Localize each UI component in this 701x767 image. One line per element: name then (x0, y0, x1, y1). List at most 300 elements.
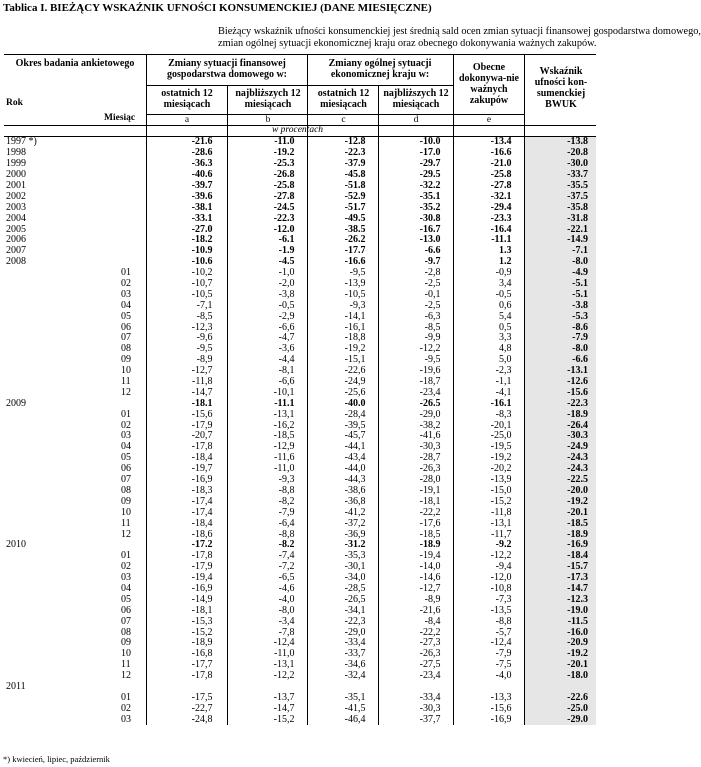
period-cell: 01 (121, 691, 131, 703)
value-cell-b: -13,7 (227, 692, 307, 703)
value-cell-a: -17,9 (146, 420, 227, 431)
value-cell-w: -22.1 (524, 224, 596, 235)
period-cell: 10 (121, 506, 131, 518)
value-cell-w: -29.0 (524, 714, 596, 725)
table-title: Tablica I. BIEŻĄCY WSKAŹNIK UFNOŚCI KONSUMENCKIEJ (DANE MIESIĘCZNE) (3, 2, 432, 14)
period-cell: 05 (121, 593, 131, 605)
period-cell: 09 (121, 637, 131, 649)
value-cell-a: -7,1 (146, 300, 227, 311)
value-cell-w: -8.0 (524, 257, 596, 268)
value-cell-w: -31.8 (524, 213, 596, 224)
period-cell: 02 (121, 419, 131, 431)
col-d-header: najbliższych 12 miesiącach (383, 88, 449, 110)
value-cell-c: -22.3 (307, 148, 378, 159)
value-cell-c: -38.5 (307, 224, 378, 235)
value-cell-w: -17.3 (524, 573, 596, 584)
value-cell-e: -15,6 (453, 703, 524, 714)
period-cell: 01 (121, 550, 131, 562)
value-cell-c: -33,4 (307, 638, 378, 649)
value-cell-c: -37.9 (307, 159, 378, 170)
value-cell-c: -15,1 (307, 355, 378, 366)
value-cell-d: -30.8 (378, 213, 453, 224)
col-a-header: ostatnich 12 miesiącach (161, 88, 213, 110)
value-cell-b: -18,5 (227, 431, 307, 442)
value-cell-e: -4,0 (453, 671, 524, 682)
period-cell: 07 (121, 474, 131, 486)
value-cell-e: -16,9 (453, 714, 524, 725)
col-letter-b: b (265, 115, 271, 125)
value-cell-a: -15,6 (146, 409, 227, 420)
value-cell-b: -8,1 (227, 366, 307, 377)
table-row (4, 289, 596, 300)
period-cell: 04 (121, 582, 131, 594)
value-cell-d: -27,3 (378, 638, 453, 649)
period-cell: 2006 (6, 234, 26, 246)
value-cell-c: -35,3 (307, 551, 378, 562)
value-cell-e: -5,7 (453, 627, 524, 638)
value-cell-e: -11,7 (453, 529, 524, 540)
value-cell-c: -51.7 (307, 202, 378, 213)
col-letter-d: d (413, 115, 419, 125)
table-row (4, 170, 596, 181)
table-row (4, 355, 596, 366)
value-cell-d: -23,4 (378, 387, 453, 398)
value-cell-d: -9.7 (378, 257, 453, 268)
value-cell-b: -12,2 (227, 671, 307, 682)
value-cell-w: -24.3 (524, 453, 596, 464)
value-cell-b: -7,2 (227, 562, 307, 573)
value-cell-b: -10,1 (227, 387, 307, 398)
value-cell-d: -35.1 (378, 191, 453, 202)
table-row (4, 366, 596, 377)
value-cell-a: -18,4 (146, 453, 227, 464)
period-cell: 12 (121, 528, 131, 540)
value-cell-b: -6.1 (227, 235, 307, 246)
value-cell-a: -22,7 (146, 703, 227, 714)
table-row (4, 616, 596, 627)
table-row (4, 279, 596, 290)
table-row (4, 660, 596, 671)
group-household-finance: Zmiany sytuacji finansowej gospodarstwa domowego w: (167, 58, 287, 80)
value-cell-d: -17.0 (378, 148, 453, 159)
value-cell-c: -43,4 (307, 453, 378, 464)
value-cell-c: -49.5 (307, 213, 378, 224)
value-cell-c: -36,8 (307, 496, 378, 507)
value-cell-a: -24,8 (146, 714, 227, 725)
period-cell: 06 (121, 604, 131, 616)
value-cell-c: -28,5 (307, 584, 378, 595)
value-cell-w: -26.4 (524, 420, 596, 431)
value-cell-d: -14,0 (378, 562, 453, 573)
period-cell: 12 (121, 386, 131, 398)
value-cell-d: -6.6 (378, 246, 453, 257)
value-cell-d: -9,5 (378, 355, 453, 366)
value-cell-d: -8,9 (378, 594, 453, 605)
period-cell: 03 (121, 572, 131, 584)
value-cell-c: -34,6 (307, 660, 378, 671)
value-cell-d: -18.9 (378, 540, 453, 551)
value-cell-e: -27.8 (453, 181, 524, 192)
value-cell-w: -13.1 (524, 366, 596, 377)
table-description (218, 26, 701, 50)
value-cell-a: -17,5 (146, 692, 227, 703)
value-cell-c: -17.7 (307, 246, 378, 257)
value-cell-a: -38.1 (146, 202, 227, 213)
table-row (4, 671, 596, 682)
value-cell-b: -6,6 (227, 377, 307, 388)
value-cell-c: -22,3 (307, 616, 378, 627)
period-cell: 2005 (6, 223, 26, 235)
value-cell-b: -15,2 (227, 714, 307, 725)
value-cell-a: -9,5 (146, 344, 227, 355)
value-cell-d: -30,3 (378, 442, 453, 453)
value-cell-w: -6.6 (524, 355, 596, 366)
value-cell-d: -26,3 (378, 464, 453, 475)
value-cell-a: -8,9 (146, 355, 227, 366)
value-cell-a: -18,1 (146, 605, 227, 616)
value-cell-w: -18.5 (524, 518, 596, 529)
value-cell-b: -11,0 (227, 464, 307, 475)
table-row (4, 573, 596, 584)
value-cell-c: -33,7 (307, 649, 378, 660)
year-label: Rok (6, 98, 23, 108)
value-cell-b: -9,3 (227, 475, 307, 486)
value-cell-e: -29.4 (453, 202, 524, 213)
value-cell-e: -20,2 (453, 464, 524, 475)
table-header (4, 54, 596, 136)
value-cell-w: -16.9 (524, 540, 596, 551)
value-cell-e: -12,0 (453, 573, 524, 584)
value-cell-a (146, 682, 227, 693)
value-cell-e: -4,1 (453, 387, 524, 398)
value-cell-e: -11,8 (453, 507, 524, 518)
table-row (4, 540, 596, 551)
period-cell: 2001 (6, 180, 26, 191)
table-row (4, 300, 596, 311)
value-cell-d: -17,6 (378, 518, 453, 529)
table-row (4, 486, 596, 497)
value-cell-w: -14.9 (524, 235, 596, 246)
value-cell-w: -35.8 (524, 202, 596, 213)
value-cell-a: -16,9 (146, 584, 227, 595)
value-cell-b: -1,0 (227, 268, 307, 279)
table-row (4, 562, 596, 573)
period-cell: 2010 (6, 539, 26, 551)
value-cell-e: -7,3 (453, 594, 524, 605)
value-cell-e: -13,9 (453, 475, 524, 486)
value-cell-w: -12.3 (524, 594, 596, 605)
value-cell-e: -12,4 (453, 638, 524, 649)
table-row (4, 344, 596, 355)
period-cell: 2004 (6, 212, 26, 224)
table-row (4, 224, 596, 235)
period-cell: 2008 (6, 256, 26, 268)
value-cell-w: -19.2 (524, 496, 596, 507)
period-cell: 1999 (6, 158, 26, 170)
period-cell: 02 (121, 702, 131, 714)
value-cell-e: -9.2 (453, 540, 524, 551)
value-cell-d: -37,7 (378, 714, 453, 725)
period-cell: 11 (121, 376, 131, 388)
value-cell-w: -20.8 (524, 148, 596, 159)
value-cell-b: -7,4 (227, 551, 307, 562)
value-cell-a: -11,8 (146, 377, 227, 388)
value-cell-e: -12,2 (453, 551, 524, 562)
value-cell-b: -6,5 (227, 573, 307, 584)
value-cell-d: -10.0 (378, 137, 453, 148)
value-cell-b: -4,7 (227, 333, 307, 344)
value-cell-a: -17.2 (146, 540, 227, 551)
value-cell-c: -44,1 (307, 442, 378, 453)
value-cell-c: -32,4 (307, 671, 378, 682)
value-cell-d: -38,2 (378, 420, 453, 431)
table-row (4, 453, 596, 464)
value-cell-w: -20.0 (524, 486, 596, 497)
value-cell-d: -30,3 (378, 703, 453, 714)
period-cell: 11 (121, 659, 131, 671)
value-cell-e: -8,3 (453, 409, 524, 420)
value-cell-d: -2,5 (378, 300, 453, 311)
value-cell-w: -3.8 (524, 300, 596, 311)
table-row (4, 692, 596, 703)
value-cell-b: -2,9 (227, 311, 307, 322)
table-row (4, 507, 596, 518)
value-cell-w: -8.6 (524, 322, 596, 333)
value-cell-b: -27.8 (227, 191, 307, 202)
value-cell-e: 4,8 (453, 344, 524, 355)
period-cell: 07 (121, 332, 131, 344)
value-cell-a: -17,8 (146, 551, 227, 562)
value-cell-d: -6,3 (378, 311, 453, 322)
value-cell-b: -26.8 (227, 170, 307, 181)
table-row (4, 191, 596, 202)
value-cell-a: -18,4 (146, 518, 227, 529)
value-cell-w: -8.0 (524, 344, 596, 355)
value-cell-w: -18.9 (524, 529, 596, 540)
value-cell-e: -16.4 (453, 224, 524, 235)
table-row (4, 181, 596, 192)
value-cell-b: -3,8 (227, 289, 307, 300)
value-cell-a: -16,9 (146, 475, 227, 486)
table-body (4, 137, 596, 726)
value-cell-a: -28.6 (146, 148, 227, 159)
period-cell: 03 (121, 288, 131, 300)
value-cell-c: -24,9 (307, 377, 378, 388)
value-cell-w: -5.1 (524, 289, 596, 300)
period-cell: 2007 (6, 245, 26, 257)
value-cell-b: -8,2 (227, 496, 307, 507)
period-cell: 05 (121, 452, 131, 464)
value-cell-e: -16.1 (453, 398, 524, 409)
group-economy: Zmiany ogólnej sytuacji ekonomicznej kraju w: (328, 58, 432, 80)
period-cell: 03 (121, 430, 131, 442)
value-cell-b: -11.1 (227, 398, 307, 409)
value-cell-b: -1.9 (227, 246, 307, 257)
value-cell-d: -13.0 (378, 235, 453, 246)
period-label: Okres badania ankietowego (15, 58, 135, 69)
value-cell-b: -12.0 (227, 224, 307, 235)
period-cell: 12 (121, 670, 131, 682)
value-cell-b: -12,9 (227, 442, 307, 453)
table-row (4, 398, 596, 409)
table-row (4, 703, 596, 714)
value-cell-e: -19,2 (453, 453, 524, 464)
value-cell-c: -22,6 (307, 366, 378, 377)
value-cell-w: -5.3 (524, 311, 596, 322)
value-cell-d: -0,1 (378, 289, 453, 300)
period-cell: 10 (121, 365, 131, 377)
value-cell-d: -22,2 (378, 507, 453, 518)
value-cell-w: -30.0 (524, 159, 596, 170)
period-cell: 2002 (6, 190, 26, 202)
value-cell-b: -25.3 (227, 159, 307, 170)
table-row (4, 333, 596, 344)
value-cell-c: -25,6 (307, 387, 378, 398)
value-cell-w: -4.9 (524, 268, 596, 279)
period-cell: 01 (121, 267, 131, 279)
table-row (4, 235, 596, 246)
value-cell-d: -19,6 (378, 366, 453, 377)
value-cell-b: -7,8 (227, 627, 307, 638)
confidence-table (4, 136, 596, 725)
value-cell-e: 3,4 (453, 279, 524, 290)
value-cell-e: -7,5 (453, 660, 524, 671)
value-cell-b: -6,6 (227, 322, 307, 333)
value-cell-b: -22.3 (227, 213, 307, 224)
table-row (4, 594, 596, 605)
value-cell-e: 5,4 (453, 311, 524, 322)
value-cell-b: -7,9 (227, 507, 307, 518)
value-cell-b: -6,4 (227, 518, 307, 529)
table-row (4, 627, 596, 638)
col-letter-e: e (486, 115, 492, 125)
value-cell-c: -45.8 (307, 170, 378, 181)
value-cell-e: -13,5 (453, 605, 524, 616)
value-cell-b: -4,6 (227, 584, 307, 595)
value-cell-a: -15,2 (146, 627, 227, 638)
value-cell-a: -10,2 (146, 268, 227, 279)
value-cell-w: -35.5 (524, 181, 596, 192)
value-cell-b: -4,4 (227, 355, 307, 366)
value-cell-d: -23,4 (378, 671, 453, 682)
value-cell-d: -8,4 (378, 616, 453, 627)
value-cell-a: -40.6 (146, 170, 227, 181)
value-cell-a: -18,9 (146, 638, 227, 649)
value-cell-c: -41,5 (307, 703, 378, 714)
period-cell: 10 (121, 648, 131, 660)
value-cell-d: -28,7 (378, 453, 453, 464)
value-cell-d: -32.2 (378, 181, 453, 192)
value-cell-e: -7,9 (453, 649, 524, 660)
value-cell-a: -19,7 (146, 464, 227, 475)
period-cell: 05 (121, 310, 131, 322)
value-cell-b: -19.2 (227, 148, 307, 159)
col-b-header: najbliższych 12 miesiącach (235, 88, 301, 110)
value-cell-e: -15,2 (453, 496, 524, 507)
value-cell-a: -18.1 (146, 398, 227, 409)
table-row (4, 202, 596, 213)
value-cell-d: -18,5 (378, 529, 453, 540)
value-cell-c (307, 682, 378, 693)
value-cell-c: -14,1 (307, 311, 378, 322)
value-cell-a: -18.2 (146, 235, 227, 246)
table-row (4, 442, 596, 453)
value-cell-w: -11.5 (524, 616, 596, 627)
value-cell-d: -21,6 (378, 605, 453, 616)
period-cell: 09 (121, 354, 131, 366)
value-cell-d: -16.7 (378, 224, 453, 235)
col-bwuk-header: Wskaźnik ufności kon-sumenckiej BWUK (534, 66, 588, 110)
period-cell: 06 (121, 463, 131, 475)
value-cell-w: -15.7 (524, 562, 596, 573)
value-cell-b: -14,7 (227, 703, 307, 714)
value-cell-w: -37.5 (524, 191, 596, 202)
table-row (4, 496, 596, 507)
value-cell-e: -25,0 (453, 431, 524, 442)
value-cell-d: -22,2 (378, 627, 453, 638)
value-cell-c: -9,3 (307, 300, 378, 311)
value-cell-b: -3,4 (227, 616, 307, 627)
value-cell-b: -11.0 (227, 137, 307, 148)
value-cell-a: -15,3 (146, 616, 227, 627)
value-cell-e: -0,5 (453, 289, 524, 300)
period-cell: 08 (121, 343, 131, 355)
value-cell-b: -13,1 (227, 409, 307, 420)
table-row (4, 431, 596, 442)
value-cell-d: -33,4 (378, 692, 453, 703)
value-cell-e: -25.8 (453, 170, 524, 181)
table-row (4, 409, 596, 420)
value-cell-w (524, 682, 596, 693)
value-cell-b: -4.5 (227, 257, 307, 268)
value-cell-e: -21.0 (453, 159, 524, 170)
value-cell-e: 3,3 (453, 333, 524, 344)
value-cell-a: -39.6 (146, 191, 227, 202)
value-cell-c: -19,2 (307, 344, 378, 355)
value-cell-e: -23.3 (453, 213, 524, 224)
value-cell-c: -41,2 (307, 507, 378, 518)
period-cell: 07 (121, 615, 131, 627)
value-cell-a: -18,3 (146, 486, 227, 497)
value-cell-c: -28,4 (307, 409, 378, 420)
value-cell-a: -17,8 (146, 442, 227, 453)
value-cell-e: -13,3 (453, 692, 524, 703)
value-cell-d: -2,5 (378, 279, 453, 290)
value-cell-b: -25.8 (227, 181, 307, 192)
value-cell-e: -16.6 (453, 148, 524, 159)
period-cell: 2003 (6, 201, 26, 213)
value-cell-d: -26.5 (378, 398, 453, 409)
value-cell-a: -9,6 (146, 333, 227, 344)
value-cell-a: -36.3 (146, 159, 227, 170)
value-cell-b: -3,6 (227, 344, 307, 355)
table-row (4, 257, 596, 268)
value-cell-d: -19,1 (378, 486, 453, 497)
value-cell-d: -41,6 (378, 431, 453, 442)
value-cell-c: -31.2 (307, 540, 378, 551)
value-cell-w: -14.7 (524, 584, 596, 595)
value-cell-c: -16,1 (307, 322, 378, 333)
value-cell-a: -12,7 (146, 366, 227, 377)
value-cell-w: -16.0 (524, 627, 596, 638)
period-cell: 09 (121, 495, 131, 507)
value-cell-w: -13.8 (524, 137, 596, 148)
table-row (4, 638, 596, 649)
table-row (4, 475, 596, 486)
value-cell-a: -14,9 (146, 594, 227, 605)
value-cell-a: -10,7 (146, 279, 227, 290)
value-cell-c: -40.0 (307, 398, 378, 409)
